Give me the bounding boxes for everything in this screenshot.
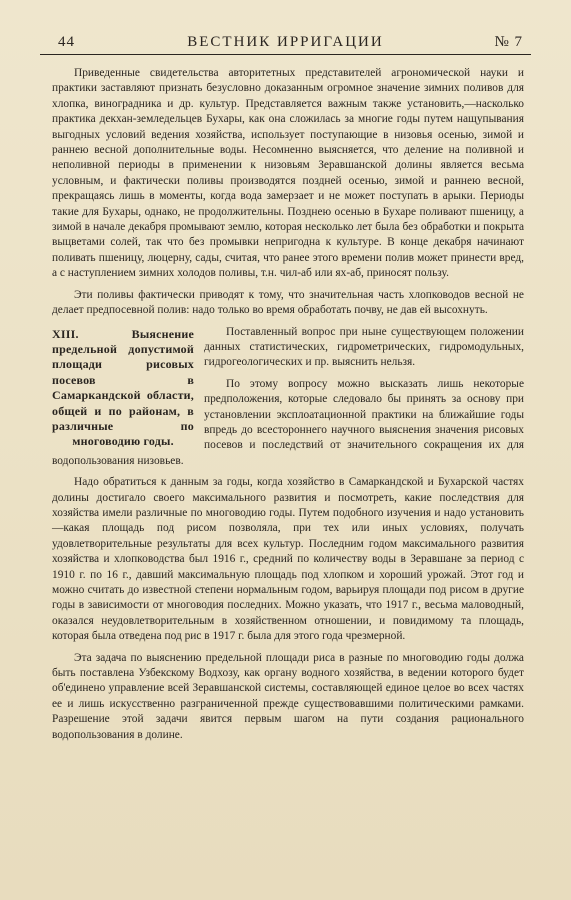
page-number: 44 [58, 34, 75, 50]
paragraph: Приведенные свидетельства авторитетных представителей агрономической науки и практики заставляют признать безусловно доказанным огромное значение зимних поливов для хлопка, виноградника и др. культур. Представляется важным также установить,—насколько практика декхан-земледельцев Бухары, как она сложилась за многие годы путем нащупывания выгодных условий ведения хозяйства, использует поступающие в низовья осенью, зимой и раннею весной дополнительные воды. Несомненно выясняется, что деление на поливной и неполивной периоды в применении к низовьям Зеравшанской долины является весьма условным, и фактически поливы производятся поздней осенью, зимой и раннею весной, прекращаясь лишь в моменты, когда вода замерзает и не может поступать в арыки. Периоды такие для Бухары, однако, не продолжительны. Позднею осенью в Бухаре поливают пшеницу, а зимой в начале декабря промывают землю, которая несколько лет была без обработки и покрыта выцветами солей, так что без промывки непригодна к культуре. В конце декабря начинают поливать пшеницу, люцерну, сады, считая, что ранее этого времени полив может принести вред, а с наступлением зимних холодов поливы, т.н. чил-аб или ях-аб, приносят пользу. [52, 67, 524, 280]
journal-title: ВЕСТНИК ИРРИГАЦИИ [187, 34, 384, 50]
paragraph: Эта задача по выяснению предельной площади риса в разные по многоводию годы должа быть поставлена Узбекскому Водхозу, как органу водного хозяйства, в ведении которого будет об'единено управление всей Зеравшанской системы, составляющей единое целое во всех частях ее и лишь искусственно разграниченной прежде существовавшими политическими рамками. Разрешение этой задачи явится первым шагом на пути создания рационального водопользования в долине. [52, 651, 524, 741]
paragraph: Поставленный вопрос при ныне существующем положении данных статистических, гидрометрических, гидромодульных, гидрогеологических и пр. выяснить нельзя. [204, 325, 524, 369]
issue-number: № 7 [494, 34, 523, 50]
section-xiii [52, 325, 524, 476]
paragraph: По этому вопросу можно высказать лишь некоторые предположения, которые следовало бы принять за основу при установлении эксплоатационной практики на ближайшие годы впредь до всестороннего научного выяснения значения рисовых посевов и последствий от значительного сокращения их для водопользования низовьев. [52, 377, 524, 467]
section-heading: XIII. Выяснение предельной допустимой площади рисовых посевов в Самаркандской области, общей и по районам, в различные по многоводию годы. [52, 326, 194, 449]
article-body [52, 66, 524, 749]
paragraph: Надо обратиться к данным за годы, когда хозяйство в Самаркандской и Бухарской частях долины достигало своего максимального развития и посмотреть, какие последствия для хозяйства имели различные по многоводию годы. Путем подобного изучения и надо установить—какая площадь под рисом позволяла, при тех или иных условиях, получать удовлетворительные результаты для всех культур. Последним годом максимального развития хозяйства и хлопководства был 1916 г., средний по количеству воды в Зеравшане за период с 1910 г. по 16 г., давший максимальную площадь под хлопком и хороший урожай. Этот год и можно считать до известной степени нормальным годом, варьируя площади под рисом в другие годы в зависимости от многоводия последних. Можно указать, что 1917 г., весьма маловодный, оказался неудовлетворительным в хозяйственном отношении, и повидимому та площадь, которая была отведена под рис в 1917 г. была для этого года чрезмерной. [52, 476, 524, 643]
page-header [40, 32, 531, 55]
paragraph: Эти поливы фактически приводят к тому, что значительная часть хлопководов весной не делает предпосевной полив: надо только во время обработать почву, не дав ей высохнуть. [52, 288, 524, 317]
